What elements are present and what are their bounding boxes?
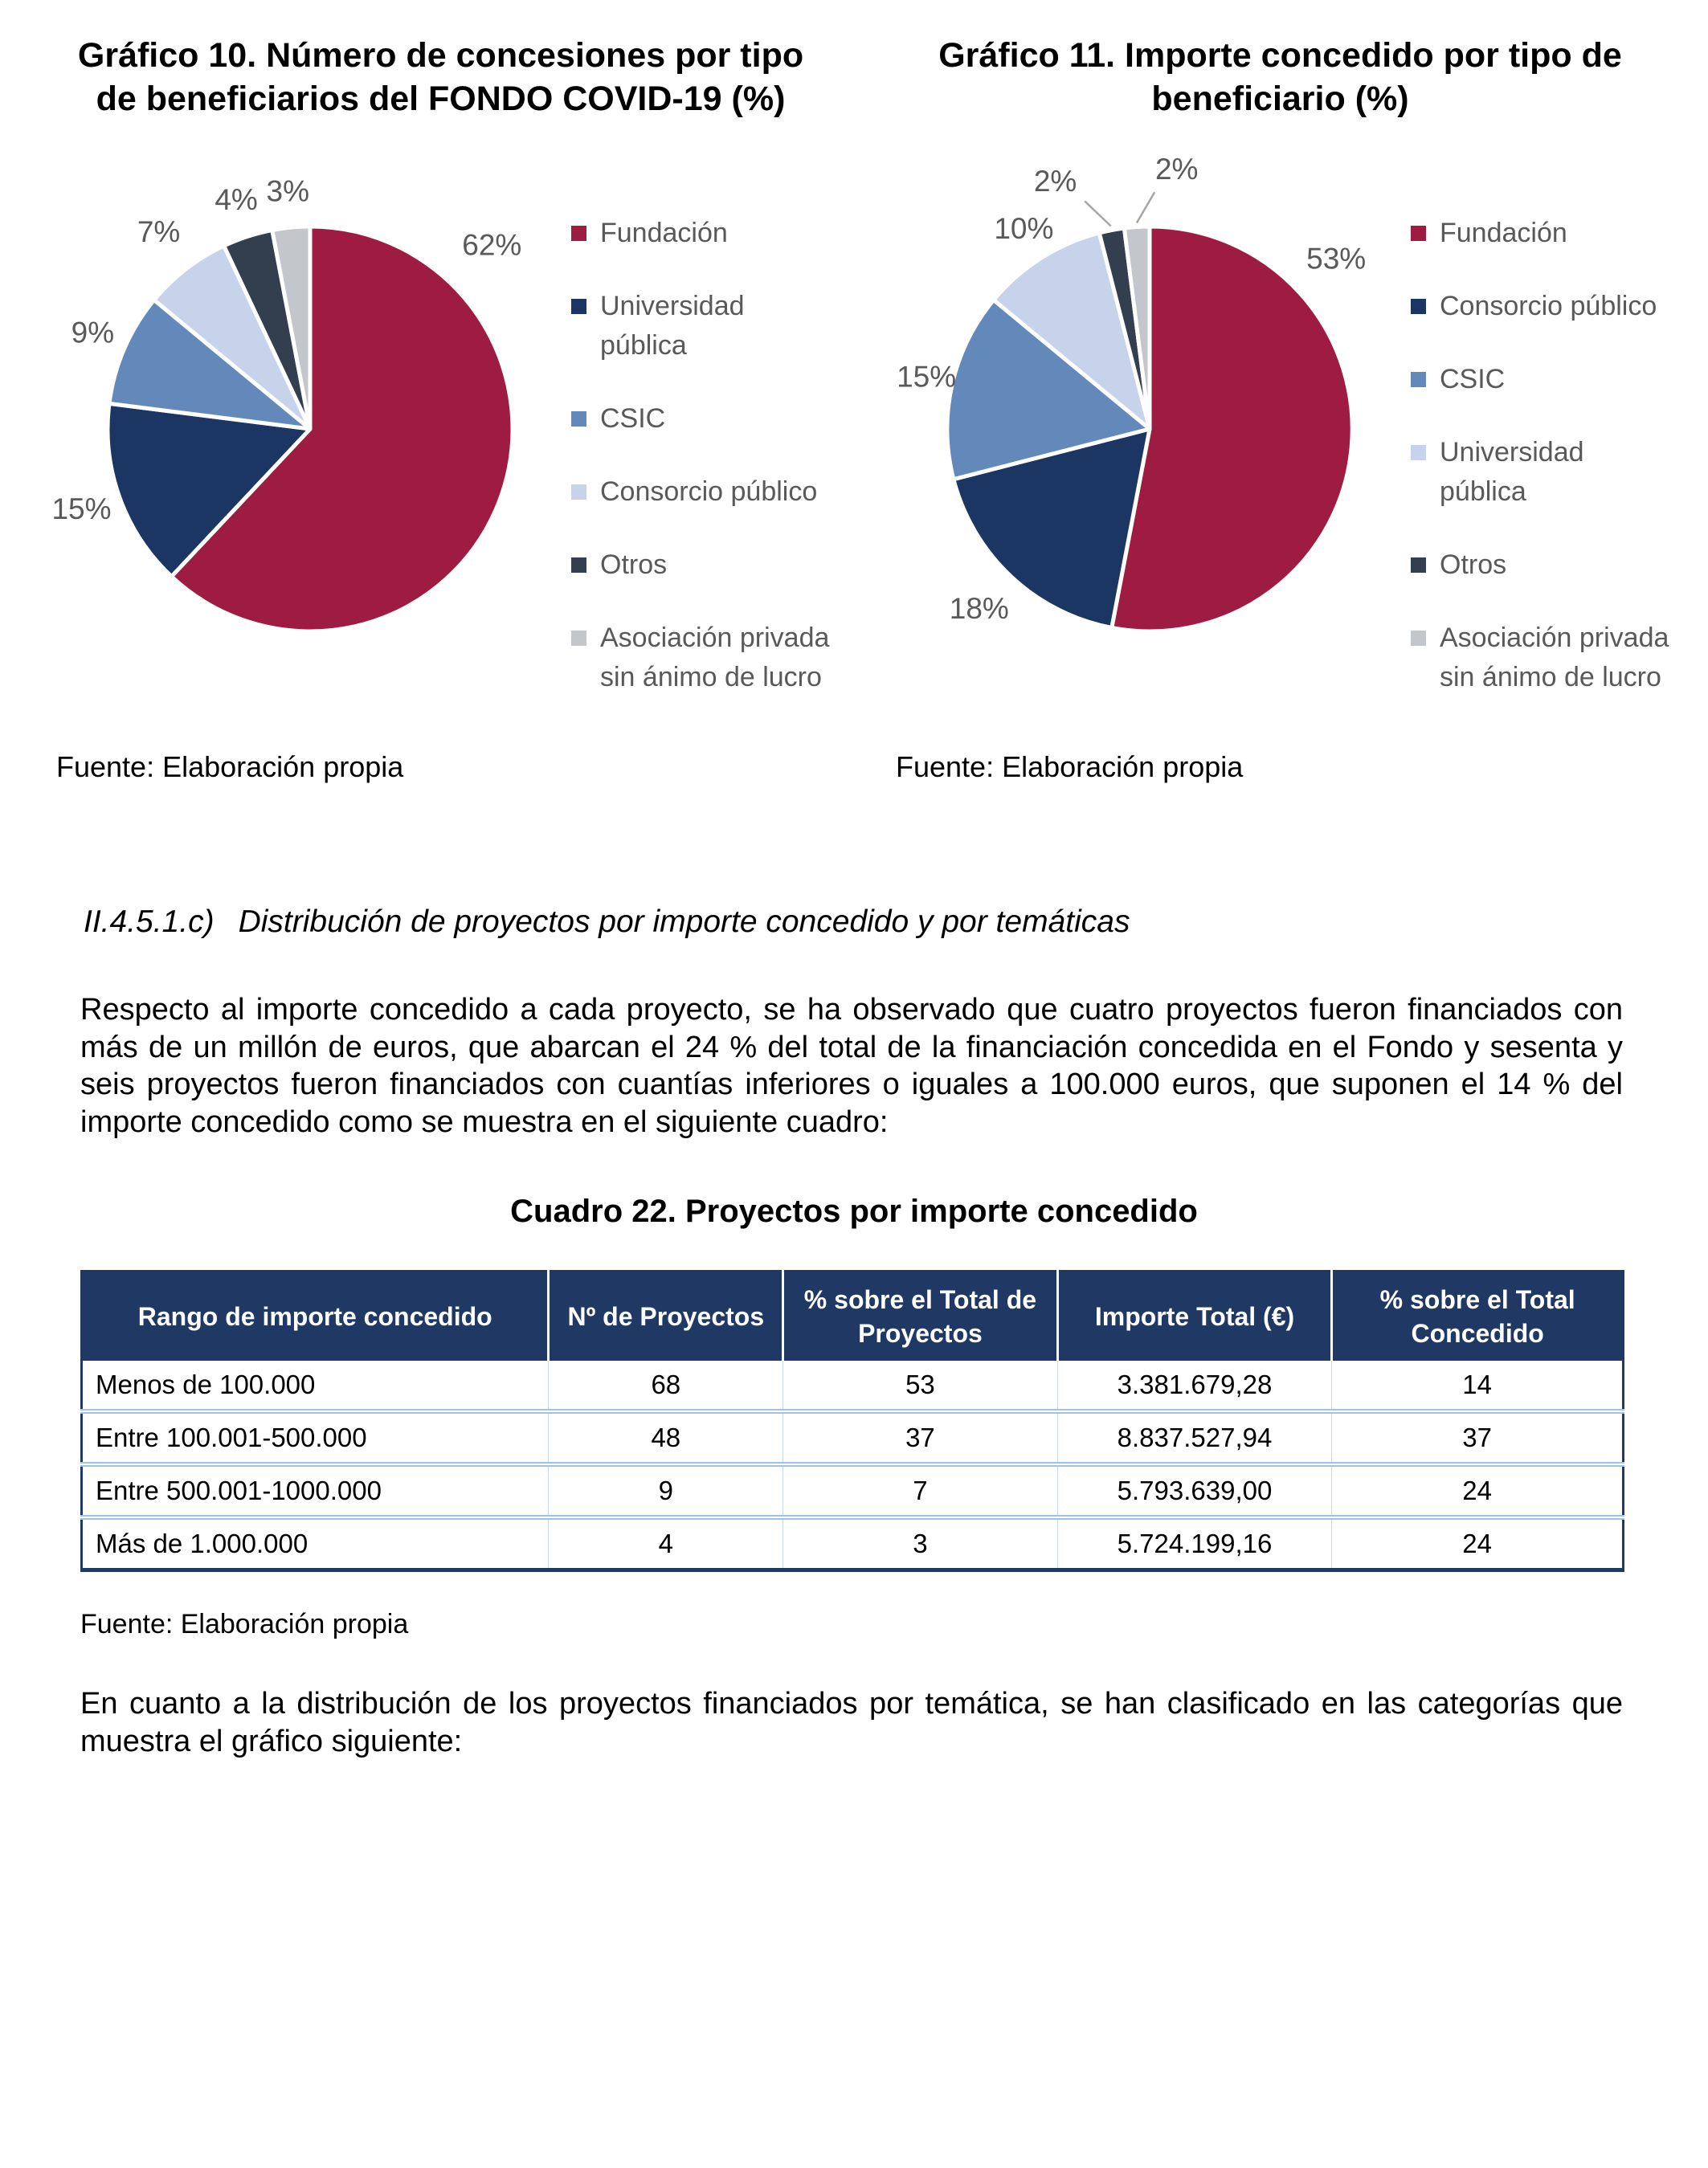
pie-percent-label-fundacion: 53% [1306, 242, 1367, 276]
legend-marker-icon [1411, 557, 1426, 573]
legend-label [1440, 619, 1669, 697]
legend-label [1440, 433, 1584, 512]
legend-marker-icon [1411, 372, 1426, 387]
table-cell: 4 [549, 1517, 783, 1570]
legend-marker-icon [571, 226, 586, 241]
legend-label-line: Fundación [600, 218, 728, 248]
chart-source-grafico-11: Fuente: Elaboración propia [896, 750, 1244, 783]
table-cell: 14 [1332, 1361, 1624, 1411]
chart-source-grafico-10: Fuente: Elaboración propia [56, 750, 404, 783]
pie-percent-label-consorcio-publico: 7% [137, 214, 181, 248]
legend-label-line: CSIC [1440, 364, 1506, 394]
legend-grafico-10 [571, 214, 830, 731]
table-row [82, 1411, 1624, 1464]
pie-percent-label-consorcio-publico: 18% [949, 591, 1009, 625]
table-cell: 3 [783, 1517, 1058, 1570]
legend-label [600, 472, 817, 512]
legend-marker-icon [1411, 631, 1426, 646]
pie-percent-label-otros: 2% [1033, 164, 1077, 198]
pie-percent-label-otros: 4% [215, 182, 258, 216]
legend-item-asociacion-privada-sin-animo-de-lucro [1411, 619, 1669, 697]
section-heading-number: II.4.5.1.c) [84, 904, 215, 939]
legend-label-line: pública [1440, 476, 1526, 507]
legend-label-line: Otros [1440, 549, 1507, 580]
section-heading [84, 904, 1628, 940]
legend-label [600, 399, 665, 439]
legend-label [1440, 214, 1567, 253]
legend-marker-icon [571, 484, 586, 500]
legend-label-line: Otros [600, 549, 668, 580]
chart-canvas-grafico-11 [885, 133, 1676, 731]
legend-label [1440, 360, 1505, 399]
table-cell: 3.381.679,28 [1057, 1361, 1332, 1411]
label-leader-line [1085, 201, 1111, 226]
legend-label-line: Asociación privada [1440, 623, 1669, 653]
section-heading-text: Distribución de proyectos por importe concedido y por temáticas [238, 904, 1130, 939]
table-cell: 7 [783, 1464, 1058, 1517]
table-cell: 37 [783, 1411, 1058, 1464]
table-cell: 8.837.527,94 [1057, 1411, 1332, 1464]
table-header-cell: Nº de Proyectos [549, 1272, 783, 1362]
legend-label [1440, 545, 1506, 585]
legend-label [600, 545, 667, 585]
table-cell: 37 [1332, 1411, 1624, 1464]
legend-item-universidad-publica [1411, 433, 1660, 512]
chart-grafico-10 [45, 29, 836, 784]
chart-title-grafico-11: Gráfico 11. Importe concedido por tipo de beneficiario (%) [938, 36, 1622, 118]
pie-chart-grafico-11 [885, 133, 1411, 728]
chart-title-grafico-10: Gráfico 10. Número de concesiones por tipo de beneficiarios del FONDO COVID-19 (%) [77, 36, 804, 118]
legend-marker-icon [571, 299, 586, 314]
paragraph-tematicas: En cuanto a la distribución de los proyectos financiados por temática, se han clasificado en las categorías que muestra el gráfico siguiente: [80, 1687, 1623, 1758]
legend-marker-icon [1411, 226, 1426, 241]
table-source: Fuente: Elaboración propia [80, 1609, 409, 1639]
legend-label-line: Consorcio público [1440, 291, 1657, 321]
table-cell: 48 [549, 1411, 783, 1464]
charts-row [0, 0, 1708, 784]
legend-marker-icon [1411, 445, 1426, 460]
legend-item-fundacion [571, 214, 820, 253]
label-leader-line [1137, 192, 1154, 223]
legend-label [600, 287, 745, 365]
table-cell: Entre 100.001-500.000 [82, 1411, 549, 1464]
table-cell: 5.724.199,16 [1057, 1517, 1332, 1570]
legend-marker-icon [571, 411, 586, 427]
legend-item-otros [1411, 545, 1660, 585]
legend-marker-icon [571, 557, 586, 573]
table-body [82, 1361, 1624, 1570]
table-row [82, 1361, 1624, 1411]
table-header-cell: % sobre el Total de Proyectos [783, 1272, 1058, 1362]
table-wrap [80, 1270, 1624, 1572]
legend-label-line: sin ánimo de lucro [1440, 662, 1661, 692]
table-cell: 24 [1332, 1517, 1624, 1570]
table-title-cuadro-22: Cuadro 22. Proyectos por importe concedido [510, 1194, 1198, 1229]
legend-item-consorcio-publico [1411, 287, 1660, 326]
legend-label-line: Fundación [1440, 218, 1567, 248]
table-header-row [82, 1272, 1624, 1362]
legend-item-csic [571, 399, 820, 439]
table-cell: 9 [549, 1464, 783, 1517]
legend-item-otros [571, 545, 820, 585]
table-row [82, 1464, 1624, 1517]
legend-label-line: Universidad [1440, 437, 1584, 467]
table-cell: Más de 1.000.000 [82, 1517, 549, 1570]
pie-percent-label-universidad-publica: 15% [51, 492, 112, 526]
table-header-cell: Rango de importe concedido [82, 1272, 549, 1362]
table-row [82, 1517, 1624, 1570]
legend-item-csic [1411, 360, 1660, 399]
legend-label-line: CSIC [600, 403, 666, 434]
legend-label-line: Universidad [600, 291, 745, 321]
table-cell: 5.793.639,00 [1057, 1464, 1332, 1517]
chart-grafico-11 [885, 29, 1676, 784]
legend-marker-icon [571, 631, 586, 646]
table-cell: 24 [1332, 1464, 1624, 1517]
pie-percent-label-asociacion-privada-sin-animo-de-lucro: 2% [1154, 152, 1199, 186]
pie-percent-label-asociacion-privada-sin-animo-de-lucro: 3% [266, 174, 310, 208]
table-cell: 68 [549, 1361, 783, 1411]
table-header-cell: % sobre el Total Concedido [1332, 1272, 1624, 1362]
legend-label-line: Consorcio público [600, 476, 818, 507]
legend-label [600, 214, 728, 253]
table-header [82, 1272, 1624, 1362]
table-cell: Entre 500.001-1000.000 [82, 1464, 549, 1517]
legend-label [1440, 287, 1657, 326]
pie-percent-label-csic: 9% [71, 316, 115, 349]
legend-item-asociacion-privada-sin-animo-de-lucro [571, 619, 830, 697]
legend-marker-icon [1411, 299, 1426, 314]
paragraph-importe-concedido: Respecto al importe concedido a cada proyecto, se ha observado que cuatro proyectos fueron financiados con más de un millón de euros, que abarcan el 24 % del total de la financiación concedida en el Fondo y sesenta y seis proyectos fueron financiados con cuantías inferiores o iguales a 100.000 euros, que suponen el 14 % del importe concedido como se muestra en el siguiente cuadro: [80, 993, 1623, 1139]
legend-label-line: pública [600, 330, 687, 361]
table-cell: 53 [783, 1361, 1058, 1411]
pie-percent-label-universidad-publica: 10% [994, 211, 1054, 245]
legend-item-universidad-publica [571, 287, 820, 365]
legend-label-line: sin ánimo de lucro [600, 662, 822, 692]
table-cell: Menos de 100.000 [96, 1370, 316, 1399]
legend-label-line: Asociación privada [600, 623, 830, 653]
pie-percent-label-fundacion: 62% [462, 228, 522, 262]
table-header-cell: Importe Total (€) [1057, 1272, 1332, 1362]
pie-chart-grafico-10 [45, 133, 571, 728]
chart-canvas-grafico-10 [45, 133, 836, 731]
legend-grafico-11 [1411, 214, 1669, 731]
legend-label [600, 619, 829, 697]
table-cuadro-22 [80, 1270, 1624, 1572]
legend-item-fundacion [1411, 214, 1660, 253]
pie-percent-label-csic: 15% [897, 360, 957, 394]
legend-item-consorcio-publico [571, 472, 820, 512]
